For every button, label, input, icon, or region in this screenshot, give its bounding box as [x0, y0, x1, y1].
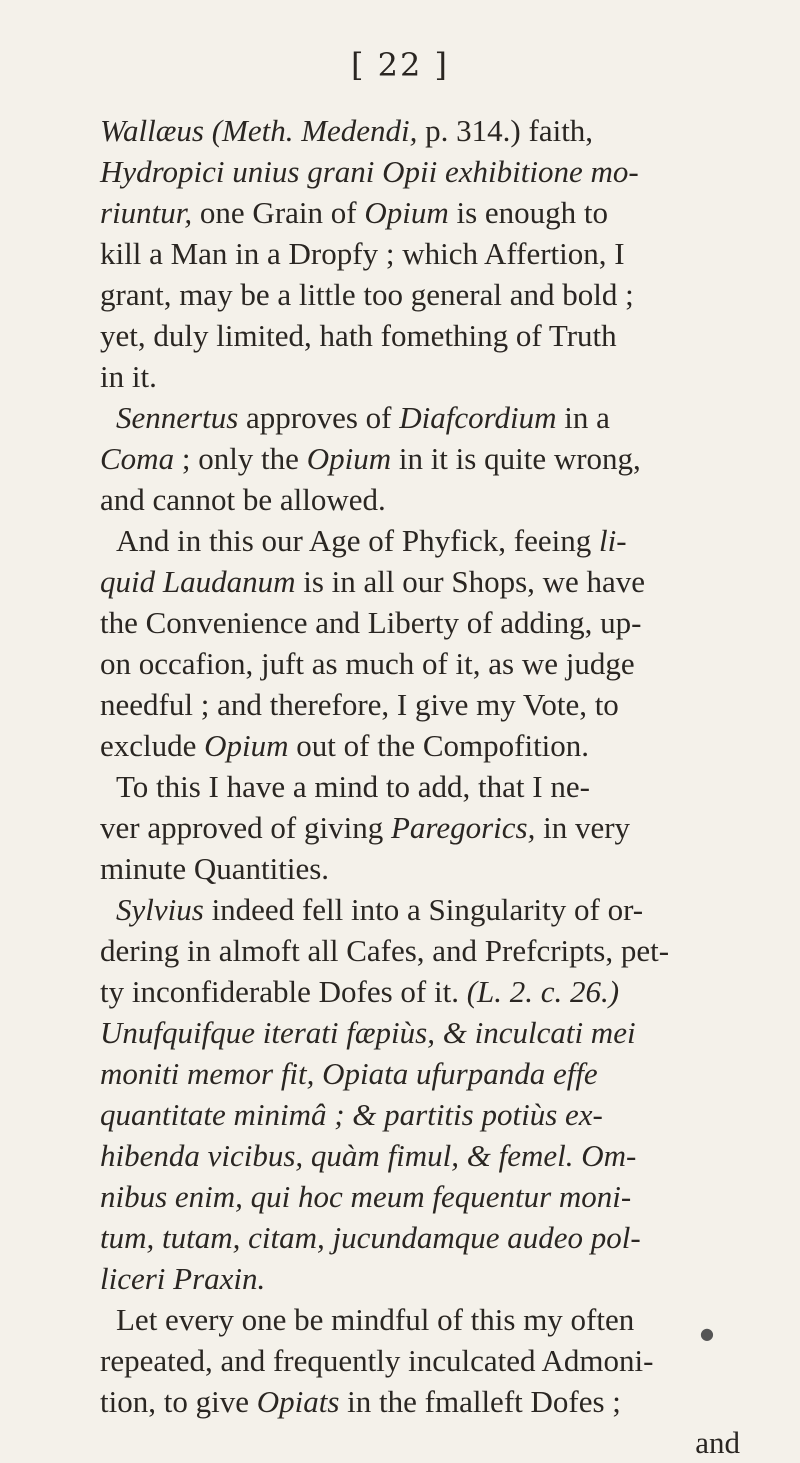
text-line: [100, 684, 740, 725]
italic-text-segment: moniti memor fit, Opiata ufurpanda effe: [100, 1056, 598, 1091]
text-segment: yet, duly limited, hath fomething of Truth: [100, 318, 617, 353]
text-segment: tion, to give: [100, 1384, 257, 1419]
text-line: [100, 725, 740, 766]
italic-text-segment: Coma: [100, 441, 175, 476]
italic-text-segment: liceri Praxin.: [100, 1261, 266, 1296]
text-line: [100, 192, 740, 233]
text-line: [100, 397, 740, 438]
italic-text-segment: hibenda vicibus, quàm fimul, & femel. Om-: [100, 1138, 637, 1173]
text-line: [100, 1340, 740, 1381]
text-line: [100, 520, 740, 561]
text-segment: minute Quantities.: [100, 851, 330, 886]
text-segment: ; only the: [174, 441, 307, 476]
text-line: [100, 643, 740, 684]
italic-text-segment: nibus enim, qui hoc meum fequentur moni-: [100, 1179, 632, 1214]
text-line: [100, 1012, 740, 1053]
text-line: [100, 233, 740, 274]
italic-text-segment: Hydropici unius grani Opii exhibitione mo-: [100, 154, 639, 189]
text-line: [100, 1381, 740, 1422]
ink-speck-mark: ●: [700, 1324, 714, 1343]
text-segment: ver approved of giving: [100, 810, 391, 845]
text-segment: and: [695, 1425, 740, 1460]
text-segment: needful ; and therefore, I give my Vote, to: [100, 687, 619, 722]
text-segment: indeed fell into a Singularity of or-: [203, 892, 644, 927]
text-line: [100, 1258, 740, 1299]
italic-text-segment: Sennertus: [116, 400, 239, 435]
text-line: [100, 766, 740, 807]
text-segment: grant, may be a little too general and bold ;: [100, 277, 634, 312]
text-segment: one Grain of: [192, 195, 365, 230]
text-line: [100, 930, 740, 971]
text-segment: is enough to: [448, 195, 609, 230]
text-segment: in a: [556, 400, 610, 435]
text-line: [100, 1217, 740, 1258]
italic-text-segment: Sylvius: [116, 892, 204, 927]
text-segment: and cannot be allowed.: [100, 482, 386, 517]
italic-text-segment: riuntur,: [100, 195, 193, 230]
text-line: [100, 110, 740, 151]
text-line: [100, 479, 740, 520]
text-line: [100, 1053, 740, 1094]
text-line: [100, 356, 740, 397]
text-line: [100, 848, 740, 889]
italic-text-segment: quantitate minimâ ; & partitis potiùs ex-: [100, 1097, 603, 1132]
text-segment: in very: [535, 810, 631, 845]
italic-text-segment: tum, tutam, citam, jucundamque audeo pol-: [100, 1220, 641, 1255]
text-segment: kill a Man in a Dropfy ; which Affertion, I: [100, 236, 625, 271]
text-segment: is in all our Shops, we have: [295, 564, 646, 599]
italic-text-segment: Unufquifque iterati fæpiùs, & inculcati mei: [100, 1015, 636, 1050]
text-line: [100, 807, 740, 848]
text-segment: Let every one be mindful of this my often: [116, 1302, 635, 1337]
text-segment: in it.: [100, 359, 157, 394]
text-segment: in the fmalleft Dofes ;: [339, 1384, 621, 1419]
italic-text-segment: Paregorics,: [390, 810, 536, 845]
text-line: [100, 971, 740, 1012]
text-segment: To this I have a mind to add, that I ne-: [116, 769, 590, 804]
italic-text-segment: quid Laudanum: [100, 564, 296, 599]
text-segment: ty inconfiderable Dofes of it.: [100, 974, 467, 1009]
italic-text-segment: Opium: [364, 195, 449, 230]
text-line: [100, 1094, 740, 1135]
text-segment: the Convenience and Liberty of adding, up-: [100, 605, 642, 640]
text-line: [100, 151, 740, 192]
text-line: [100, 1299, 740, 1340]
text-line: [100, 561, 740, 602]
italic-text-segment: Diafcordium: [399, 400, 557, 435]
text-segment: dering in almoft all Cafes, and Prefcripts, pet-: [100, 933, 670, 968]
text-segment: p. 314.) faith,: [417, 113, 594, 148]
text-line: [100, 438, 740, 479]
text-line: [100, 1176, 740, 1217]
italic-text-segment: li-: [599, 523, 627, 558]
text-line: [100, 889, 740, 930]
text-segment: on occafion, juft as much of it, as we judge: [100, 646, 635, 681]
page-body-text: [100, 110, 740, 1463]
text-segment: approves of: [238, 400, 400, 435]
text-line: [100, 602, 740, 643]
text-segment: exclude: [100, 728, 205, 763]
italic-text-segment: Wallæus (Meth. Medendi,: [100, 113, 418, 148]
text-line: [100, 1422, 740, 1463]
italic-text-segment: Opium: [306, 441, 392, 476]
text-segment: And in this our Age of Phyfick, feeing: [116, 523, 600, 558]
italic-text-segment: Opiats: [256, 1384, 340, 1419]
text-segment: out of the Compofition.: [288, 728, 590, 763]
text-line: [100, 1135, 740, 1176]
text-segment: in it is quite wrong,: [391, 441, 641, 476]
italic-text-segment: (L. 2. c. 26.): [466, 974, 620, 1009]
page-number: [ 22 ]: [350, 46, 450, 84]
text-line: [100, 315, 740, 356]
text-line: [100, 274, 740, 315]
text-segment: repeated, and frequently inculcated Admoni-: [100, 1343, 654, 1378]
italic-text-segment: Opium: [204, 728, 289, 763]
